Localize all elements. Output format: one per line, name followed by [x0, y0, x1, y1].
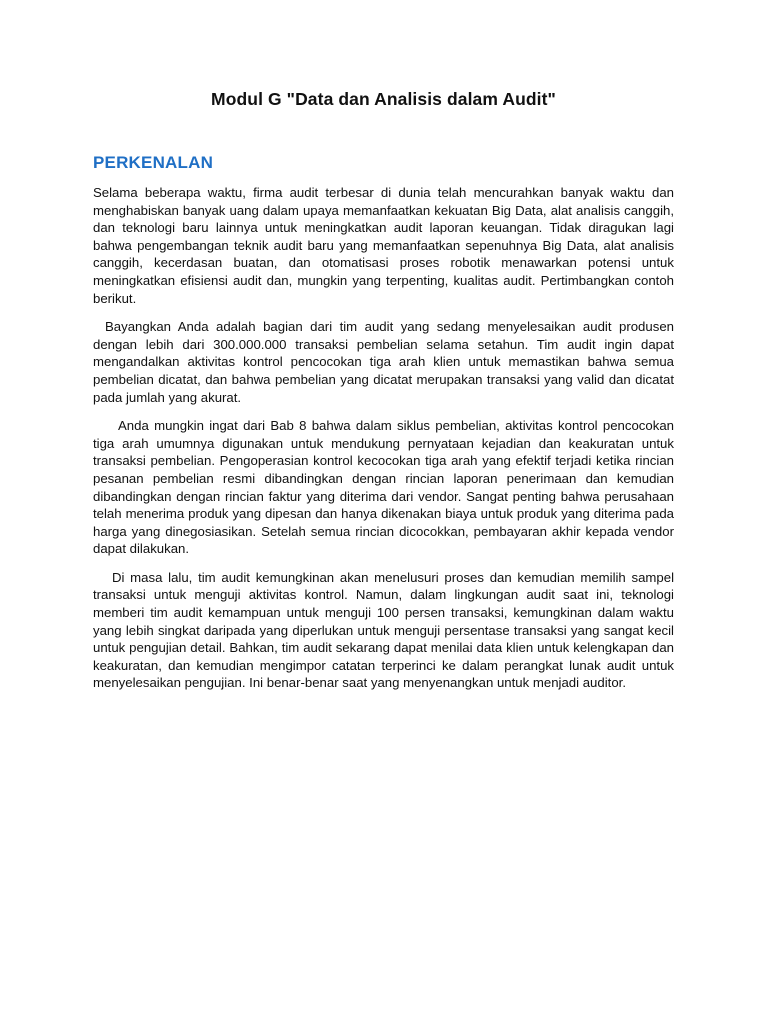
document-page [93, 88, 674, 703]
paragraph-2: Bayangkan Anda adalah bagian dari tim audit yang sedang menyelesaikan audit produsen dengan lebih dari 300.000.000 transaksi pembelian selama setahun. Tim audit ingin dapat mengandalkan aktivitas kontrol pencocokan tiga arah klien untuk memastikan bahwa semua pembelian dicatat, dan bahwa pembelian yang dicatat merupakan transaksi yang valid dan dicatat pada jumlah yang akurat. [93, 319, 674, 405]
paragraph-3: Anda mungkin ingat dari Bab 8 bahwa dalam siklus pembelian, aktivitas kontrol pencocokan tiga arah umumnya digunakan untuk mendukung pernyataan kejadian dan keakuratan untuk transaksi pembelian. Pengoperasian kontrol kecocokan tiga arah yang efektif terjadi ketika rincian pesanan pembelian resmi dibandingkan dengan rincian laporan penerimaan dan kemudian dibandingkan dengan rincian faktur yang diterima dari vendor. Sangat penting bahwa perusahaan telah menerima produk yang dipesan dan hanya dikenakan biaya untuk produk yang diterima pada harga yang dinegosiasikan. Setelah semua rincian dicocokkan, pembayaran akhir kepada vendor dapat dilakukan. [93, 418, 674, 557]
document-title: Modul G "Data dan Analisis dalam Audit" [211, 89, 556, 109]
paragraph-1: Selama beberapa waktu, firma audit terbesar di dunia telah mencurahkan banyak waktu dan menghabiskan banyak uang dalam upaya memanfaatkan kekuatan Big Data, alat analisis canggih, dan teknologi baru lainnya untuk meningkatkan audit laporan keuangan. Tidak diragukan lagi bahwa pengembangan teknik audit baru yang memanfaatkan sepenuhnya Big Data, alat analisis canggih, kecerdasan buatan, dan otomatisasi proses robotik menawarkan potensi untuk meningkatkan efisiensi audit dan, mungkin yang terpenting, kualitas audit. Pertimbangkan contoh berikut. [93, 185, 674, 306]
paragraph-4: Di masa lalu, tim audit kemungkinan akan menelusuri proses dan kemudian memilih sampel transaksi untuk menguji aktivitas kontrol. Namun, dalam lingkungan audit saat ini, teknologi memberi tim audit kemampuan untuk menguji 100 persen transaksi, kemungkinan dalam waktu yang lebih singkat daripada yang diperlukan untuk menguji persentase transaksi yang sangat kecil untuk pengujian detail. Bahkan, tim audit sekarang dapat menilai data klien untuk kelengkapan dan keakuratan, dan kemudian mengimpor catatan terperinci ke dalam perangkat lunak audit untuk menyelesaikan pengujian. Ini benar-benar saat yang menyenangkan untuk menjadi auditor. [93, 569, 674, 691]
section-heading-perkenalan: PERKENALAN [93, 153, 214, 172]
